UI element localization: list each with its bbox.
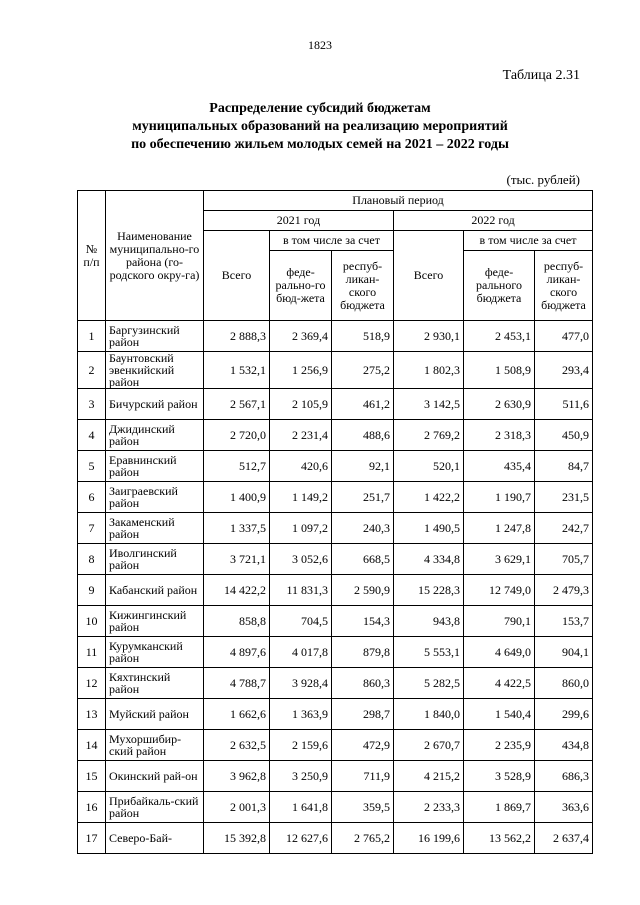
- republic-2021-cell: 240,3: [332, 513, 394, 544]
- republic-2021-cell: 711,9: [332, 761, 394, 792]
- total-2022-cell: 2 930,1: [394, 321, 464, 352]
- header-year-2022: 2022 год: [394, 211, 593, 231]
- document-title: [0, 100, 640, 154]
- federal-2021-cell: 12 627,6: [270, 823, 332, 854]
- header-planning-period: Плановый период: [204, 191, 593, 211]
- row-number-cell: 8: [78, 544, 106, 575]
- federal-2021-cell: 1 641,8: [270, 792, 332, 823]
- republic-2022-cell: 477,0: [535, 321, 593, 352]
- republic-2021-cell: 472,9: [332, 730, 394, 761]
- total-2022-cell: 2 670,7: [394, 730, 464, 761]
- header-total-2021: Всего: [204, 231, 270, 321]
- title-line-3: по обеспечению жильем молодых семей на 2021 – 2022 годы: [131, 137, 509, 152]
- table-label: Таблица 2.31: [502, 68, 580, 83]
- republic-2022-cell: 450,9: [535, 420, 593, 451]
- federal-2022-cell: 2 235,9: [464, 730, 535, 761]
- total-2021-cell: 858,8: [204, 606, 270, 637]
- federal-2021-cell: 420,6: [270, 451, 332, 482]
- header-total-2022: Всего: [394, 231, 464, 321]
- total-2021-cell: 2 001,3: [204, 792, 270, 823]
- federal-2021-cell: 3 052,6: [270, 544, 332, 575]
- district-name-cell: Мухоршибир-ский район: [106, 730, 204, 761]
- table-row: [78, 823, 593, 854]
- header-republic-2021: респуб-ликан-ского бюджета: [332, 251, 394, 321]
- federal-2021-cell: 3 928,4: [270, 668, 332, 699]
- row-number-cell: 15: [78, 761, 106, 792]
- federal-2022-cell: 13 562,2: [464, 823, 535, 854]
- table-row: [78, 792, 593, 823]
- federal-2022-cell: 2 318,3: [464, 420, 535, 451]
- table-row: [78, 451, 593, 482]
- row-number-cell: 1: [78, 321, 106, 352]
- row-number-cell: 5: [78, 451, 106, 482]
- republic-2022-cell: 231,5: [535, 482, 593, 513]
- republic-2022-cell: 904,1: [535, 637, 593, 668]
- republic-2021-cell: 2 590,9: [332, 575, 394, 606]
- total-2021-cell: 2 888,3: [204, 321, 270, 352]
- federal-2021-cell: 3 250,9: [270, 761, 332, 792]
- republic-2021-cell: 92,1: [332, 451, 394, 482]
- total-2021-cell: 1 400,9: [204, 482, 270, 513]
- total-2022-cell: 1 490,5: [394, 513, 464, 544]
- row-number-cell: 6: [78, 482, 106, 513]
- table-row: [78, 761, 593, 792]
- total-2021-cell: 2 720,0: [204, 420, 270, 451]
- federal-2021-cell: 2 231,4: [270, 420, 332, 451]
- federal-2022-cell: 1 508,9: [464, 352, 535, 389]
- table-row: [78, 352, 593, 389]
- federal-2021-cell: 704,5: [270, 606, 332, 637]
- federal-2022-cell: 790,1: [464, 606, 535, 637]
- table-row: [78, 575, 593, 606]
- district-name-cell: Баунтовский эвенкийский район: [106, 352, 204, 389]
- header-name: Наименование муниципально-го района (го-родского окру-га): [106, 191, 204, 321]
- federal-2021-cell: 1 363,9: [270, 699, 332, 730]
- district-name-cell: Кяхтинский район: [106, 668, 204, 699]
- republic-2022-cell: 363,6: [535, 792, 593, 823]
- header-federal-2022: феде-рального бюджета: [464, 251, 535, 321]
- federal-2022-cell: 2 453,1: [464, 321, 535, 352]
- district-name-cell: Курумканский район: [106, 637, 204, 668]
- total-2022-cell: 4 215,2: [394, 761, 464, 792]
- federal-2021-cell: 1 256,9: [270, 352, 332, 389]
- district-name-cell: Муйский район: [106, 699, 204, 730]
- header-incl-2022: в том числе за счет: [464, 231, 593, 251]
- district-name-cell: Северо-Бай-: [106, 823, 204, 854]
- row-number-cell: 10: [78, 606, 106, 637]
- total-2021-cell: 2 632,5: [204, 730, 270, 761]
- total-2022-cell: 1 802,3: [394, 352, 464, 389]
- total-2022-cell: 1 840,0: [394, 699, 464, 730]
- federal-2021-cell: 11 831,3: [270, 575, 332, 606]
- republic-2022-cell: 511,6: [535, 389, 593, 420]
- table-row: [78, 606, 593, 637]
- table-row: [78, 321, 593, 352]
- district-name-cell: Иволгинский район: [106, 544, 204, 575]
- total-2021-cell: 512,7: [204, 451, 270, 482]
- federal-2022-cell: 4 422,5: [464, 668, 535, 699]
- republic-2022-cell: 84,7: [535, 451, 593, 482]
- header-number: № п/п: [78, 191, 106, 321]
- row-number-cell: 16: [78, 792, 106, 823]
- table-row: [78, 699, 593, 730]
- row-number-cell: 9: [78, 575, 106, 606]
- total-2021-cell: 1 662,6: [204, 699, 270, 730]
- republic-2021-cell: 488,6: [332, 420, 394, 451]
- row-number-cell: 12: [78, 668, 106, 699]
- row-number-cell: 7: [78, 513, 106, 544]
- title-line-1: Распределение субсидий бюджетам: [209, 101, 431, 116]
- total-2022-cell: 16 199,6: [394, 823, 464, 854]
- republic-2021-cell: 518,9: [332, 321, 394, 352]
- total-2022-cell: 5 282,5: [394, 668, 464, 699]
- federal-2021-cell: 1 097,2: [270, 513, 332, 544]
- federal-2022-cell: 4 649,0: [464, 637, 535, 668]
- total-2021-cell: 3 721,1: [204, 544, 270, 575]
- total-2022-cell: 2 769,2: [394, 420, 464, 451]
- republic-2022-cell: 860,0: [535, 668, 593, 699]
- total-2021-cell: 4 897,6: [204, 637, 270, 668]
- district-name-cell: Бичурский район: [106, 389, 204, 420]
- republic-2022-cell: 2 479,3: [535, 575, 593, 606]
- total-2021-cell: 2 567,1: [204, 389, 270, 420]
- federal-2022-cell: 1 540,4: [464, 699, 535, 730]
- district-name-cell: Заиграевский район: [106, 482, 204, 513]
- title-line-2: муниципальных образований на реализацию мероприятий: [132, 119, 508, 134]
- table-row: [78, 482, 593, 513]
- federal-2021-cell: 1 149,2: [270, 482, 332, 513]
- republic-2021-cell: 879,8: [332, 637, 394, 668]
- total-2022-cell: 4 334,8: [394, 544, 464, 575]
- republic-2022-cell: 299,6: [535, 699, 593, 730]
- republic-2021-cell: 275,2: [332, 352, 394, 389]
- district-name-cell: Прибайкаль-ский район: [106, 792, 204, 823]
- federal-2022-cell: 1 869,7: [464, 792, 535, 823]
- republic-2022-cell: 2 637,4: [535, 823, 593, 854]
- total-2022-cell: 520,1: [394, 451, 464, 482]
- republic-2021-cell: 860,3: [332, 668, 394, 699]
- district-name-cell: Окинский рай-он: [106, 761, 204, 792]
- republic-2022-cell: 242,7: [535, 513, 593, 544]
- total-2022-cell: 3 142,5: [394, 389, 464, 420]
- district-name-cell: Баргузинский район: [106, 321, 204, 352]
- row-number-cell: 2: [78, 352, 106, 389]
- district-name-cell: Еравнинский район: [106, 451, 204, 482]
- header-republic-2022: респуб-ликан-ского бюджета: [535, 251, 593, 321]
- table-row: [78, 668, 593, 699]
- row-number-cell: 14: [78, 730, 106, 761]
- header-incl-2021: в том числе за счет: [270, 231, 394, 251]
- total-2022-cell: 5 553,1: [394, 637, 464, 668]
- table-row: [78, 730, 593, 761]
- republic-2021-cell: 461,2: [332, 389, 394, 420]
- district-name-cell: Джидинский район: [106, 420, 204, 451]
- federal-2022-cell: 2 630,9: [464, 389, 535, 420]
- total-2021-cell: 15 392,8: [204, 823, 270, 854]
- federal-2022-cell: 3 629,1: [464, 544, 535, 575]
- table-row: [78, 544, 593, 575]
- republic-2021-cell: 668,5: [332, 544, 394, 575]
- row-number-cell: 17: [78, 823, 106, 854]
- federal-2021-cell: 2 159,6: [270, 730, 332, 761]
- table-row: [78, 513, 593, 544]
- row-number-cell: 11: [78, 637, 106, 668]
- total-2021-cell: 14 422,2: [204, 575, 270, 606]
- federal-2021-cell: 4 017,8: [270, 637, 332, 668]
- units-label: (тыс. рублей): [506, 172, 580, 187]
- total-2022-cell: 2 233,3: [394, 792, 464, 823]
- federal-2021-cell: 2 369,4: [270, 321, 332, 352]
- republic-2021-cell: 154,3: [332, 606, 394, 637]
- republic-2021-cell: 359,5: [332, 792, 394, 823]
- total-2021-cell: 3 962,8: [204, 761, 270, 792]
- subsidy-table: [77, 190, 593, 854]
- total-2022-cell: 15 228,3: [394, 575, 464, 606]
- header-year-2021: 2021 год: [204, 211, 394, 231]
- row-number-cell: 3: [78, 389, 106, 420]
- district-name-cell: Закаменский район: [106, 513, 204, 544]
- republic-2022-cell: 705,7: [535, 544, 593, 575]
- row-number-cell: 13: [78, 699, 106, 730]
- total-2021-cell: 1 532,1: [204, 352, 270, 389]
- header-federal-2021: феде-рально-го бюд-жета: [270, 251, 332, 321]
- federal-2022-cell: 1 190,7: [464, 482, 535, 513]
- district-name-cell: Кижингинский район: [106, 606, 204, 637]
- republic-2022-cell: 686,3: [535, 761, 593, 792]
- republic-2022-cell: 434,8: [535, 730, 593, 761]
- republic-2021-cell: 2 765,2: [332, 823, 394, 854]
- table-row: [78, 420, 593, 451]
- total-2022-cell: 943,8: [394, 606, 464, 637]
- republic-2022-cell: 153,7: [535, 606, 593, 637]
- total-2022-cell: 1 422,2: [394, 482, 464, 513]
- republic-2021-cell: 251,7: [332, 482, 394, 513]
- district-name-cell: Кабанский район: [106, 575, 204, 606]
- table-row: [78, 637, 593, 668]
- page-number: 1823: [308, 38, 332, 52]
- row-number-cell: 4: [78, 420, 106, 451]
- federal-2022-cell: 435,4: [464, 451, 535, 482]
- federal-2021-cell: 2 105,9: [270, 389, 332, 420]
- total-2021-cell: 4 788,7: [204, 668, 270, 699]
- table-row: [78, 389, 593, 420]
- total-2021-cell: 1 337,5: [204, 513, 270, 544]
- republic-2022-cell: 293,4: [535, 352, 593, 389]
- federal-2022-cell: 1 247,8: [464, 513, 535, 544]
- federal-2022-cell: 12 749,0: [464, 575, 535, 606]
- table-body: [78, 321, 593, 854]
- republic-2021-cell: 298,7: [332, 699, 394, 730]
- federal-2022-cell: 3 528,9: [464, 761, 535, 792]
